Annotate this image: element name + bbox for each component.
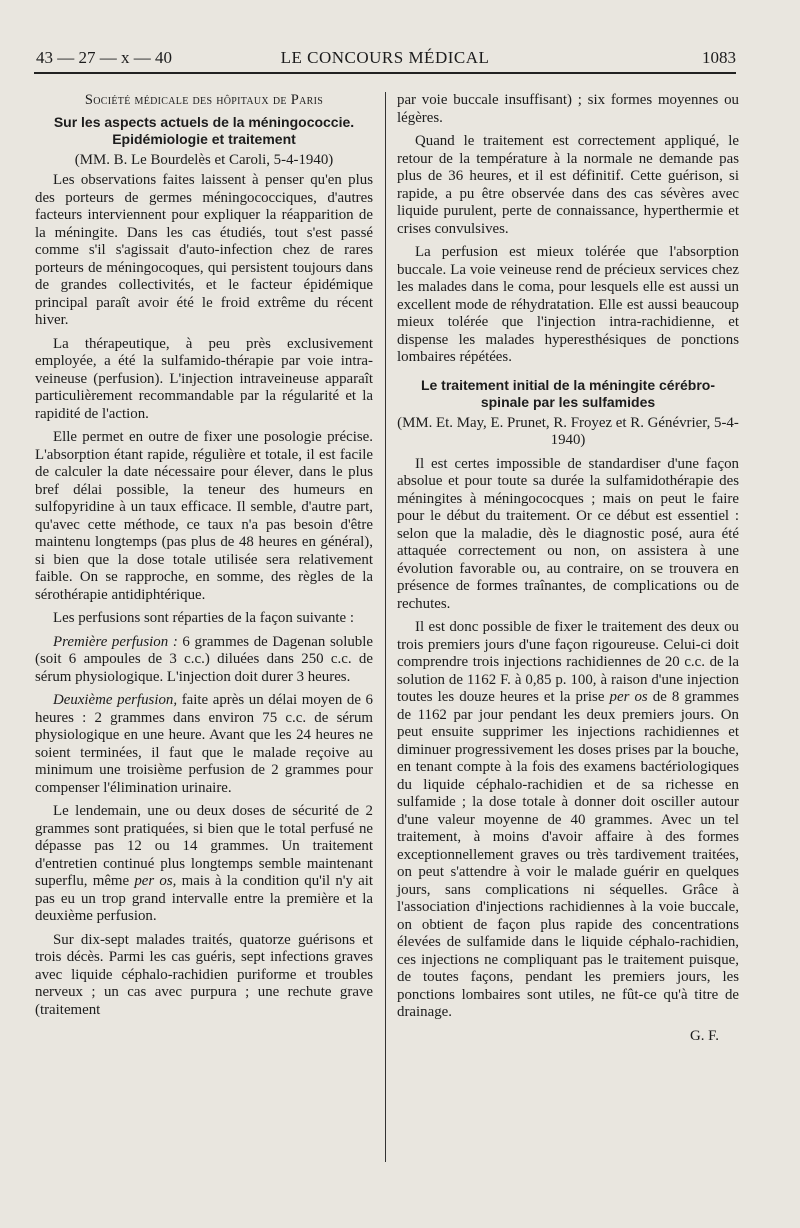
column-divider [385, 92, 386, 1162]
paragraph [35, 692, 373, 797]
article-authors: (MM. B. Le Bourdelès et Caroli, 5-4-1940) [74, 151, 334, 168]
paragraph: Les observations faites laissent à penser qu'en plus des porteurs de germes méningococciques, d'autres facteurs interviennent pour expliquer la réapparition de la méningite. Dans les cas étudiés, tout s'est passé comme s'il s'agissait d'auto-infection chez de rares porteurs de méningocoques, qui persistent toujours dans de grandes collectivités, et le facteur épidémique principal paraît avoir été le froid extrême du récent hiver. [35, 172, 373, 328]
paragraph-text: Il est donc possible de fixer le traitement des deux ou trois premiers jours d'une façon rigoureuse. Celui-ci doit comprendre trois injections rachidiennes de 20 c.c. de la solution de 1162 F. à 0,85 p. 100, à raison d'une injection toutes les douze heures et la prise [397, 619, 739, 705]
article-title: Le traitement initial de la méningite cérébro-spinale par les sulfamides [420, 376, 716, 410]
emphasis: Deuxième perfusion, [53, 692, 178, 708]
paragraph [35, 634, 373, 687]
right-column [397, 92, 739, 1051]
paragraph-text: faite après un délai moyen de 6 heures : 2 grammes dans environ 75 c.c. de sérum physiologique en une heure. Avant que les 24 heures ne soient terminées, il faut que le malade reçoive au minimum une troisième perfusion de 2 grammes pour compenser l'élimination urinaire. [35, 692, 373, 796]
paragraph: La thérapeutique, à peu près exclusivement employée, a été la sulfamido-thérapie par voie intra-veineuse (perfusion). L'injection intraveineuse apparaît particulièrement recommandable par la régularité et la rapidité de l'action. [35, 335, 373, 422]
emphasis: per os, [134, 873, 177, 889]
paragraph: Sur dix-sept malades traités, quatorze guérisons et trois décès. Parmi les cas guéris, sept infections graves avec liquide céphalo-rachidien puriforme et troubles nerveux ; un cas avec purpura ; une rechute grave (traitement [35, 931, 373, 1018]
article-authors: (MM. Et. May, E. Prunet, R. Froyez et R. Génévrier, 5-4-1940) [397, 414, 739, 448]
paragraph [35, 803, 373, 926]
paragraph-text: 6 grammes de Dagenan soluble (soit 6 ampoules de 3 c.c.) diluées dans 250 c.c. de sérum physiologique. L'injection doit durer 3 heures. [35, 633, 373, 685]
paragraph: Elle permet en outre de fixer une posologie précise. L'absorption étant rapide, régulière et totale, il est facile de calculer la date nécessaire pour élever, dans le plus bref délai possible, la teneur des humeurs en sulfopyridine à un taux efficace. Il semble, d'autre part, qu'avec cette méthode, ce taux n'a pas besoin d'être maintenu longtemps (pas plus de 48 heures en général), si bien que la dose totale utilisée sera relativement faible. On se rapproche, en somme, des règles de la sérothérapie antidiphtérique. [35, 429, 373, 603]
left-column [35, 92, 373, 1025]
issue-date: 43 — 27 — x — 40 [36, 48, 172, 67]
society-heading: Société médicale des hôpitaux de Paris [84, 92, 324, 108]
paragraph-text: Le lendemain, une ou deux doses de sécurité de 2 grammes sont pratiquées, si bien que le total perfusé ne dépasse pas 12 ou 14 grammes. Un traitement d'entretien continué plus longtemps semble maintenant superflu, même [35, 803, 373, 889]
emphasis: Première perfusion : [53, 633, 178, 650]
paragraph-text: de 8 grammes de 1162 par jour pendant les deux premiers jours. On peut ensuite supprimer les injections rachidiennes et diminuer progressivement les doses prises par la bouche, en tenant compte à la fois des examens bactériologiques du liquide céphalo-rachidien et de sa richesse en sulfamide ; la dose totale à donner doit osciller autour d'une valeur moyenne de 40 grammes. Avec un tel traitement, à moins d'avoir affaire à des formes exceptionnellement graves ou très tardivement traitées, on peut s'attendre à voir le malade guérir en quelques jours, sans complications ni séquelles. Grâce à l'association d'injections rachidiennes à la voie buccale, on obtient de façon plus rapide des concentrations élevées de sulfamide dans le liquide céphalo-rachidien, ces injections ne compliquant pas le traitement puisque, de toutes façons, pendant les premiers jours, les ponctions lombaires sont utiles, ne fût-ce qu'à titre de drainage. [397, 689, 740, 1020]
paragraph: Quand le traitement est correctement appliqué, le retour de la température à la normale ne demande pas plus de 36 heures, et il est définitif. Cette guérison, si rapide, a pu être observée dans des cas sévères avec liquide purulent, perte de connaissance, hyperthermie et crises convulsives. [397, 133, 739, 237]
emphasis: per os [609, 689, 648, 705]
journal-title: LE CONCOURS MÉDICAL [280, 48, 490, 67]
paragraph: Il est certes impossible de standardiser d'une façon absolue et pour toute sa durée la sulfamidothérapie des méningites à méningococques ; mais on peut le faire pour le début du traitement. Or ce début est essentiel : selon que la maladie, dès le diagnostic posé, aura été attaquée correctement ou non, on assistera à une évolution favorable ou, au contraire, on se trouvera en présence de formes traînantes, de complications ou de rechutes. [397, 455, 739, 612]
signature: G. F. [689, 1027, 719, 1044]
paragraph: par voie buccale insuffisant) ; six formes moyennes ou légères. [397, 92, 739, 126]
article-title: Sur les aspects actuels de la méningococcie. Epidémiologie et traitement [53, 113, 355, 147]
page-header [34, 46, 736, 74]
paragraph [397, 619, 739, 1022]
paragraph-text: mais à la condition qu'il n'y ait pas eu un trop grand intervalle entre la première et la deuxième perfusion. [35, 873, 373, 924]
paragraph: Les perfusions sont réparties de la façon suivante : [53, 610, 355, 626]
paragraph: La perfusion est mieux tolérée que l'absorption buccale. La voie veineuse rend de précieux services chez les malades dans le coma, pour lesquels elle est aussi un excellent mode de réhydratation. Elle est aussi beaucoup mieux tolérée que l'injection intra-rachidienne, et dispense les malades hyperesthésiques de ponctions lombaires répétées. [397, 244, 739, 365]
page-number: 1083 [702, 48, 736, 67]
